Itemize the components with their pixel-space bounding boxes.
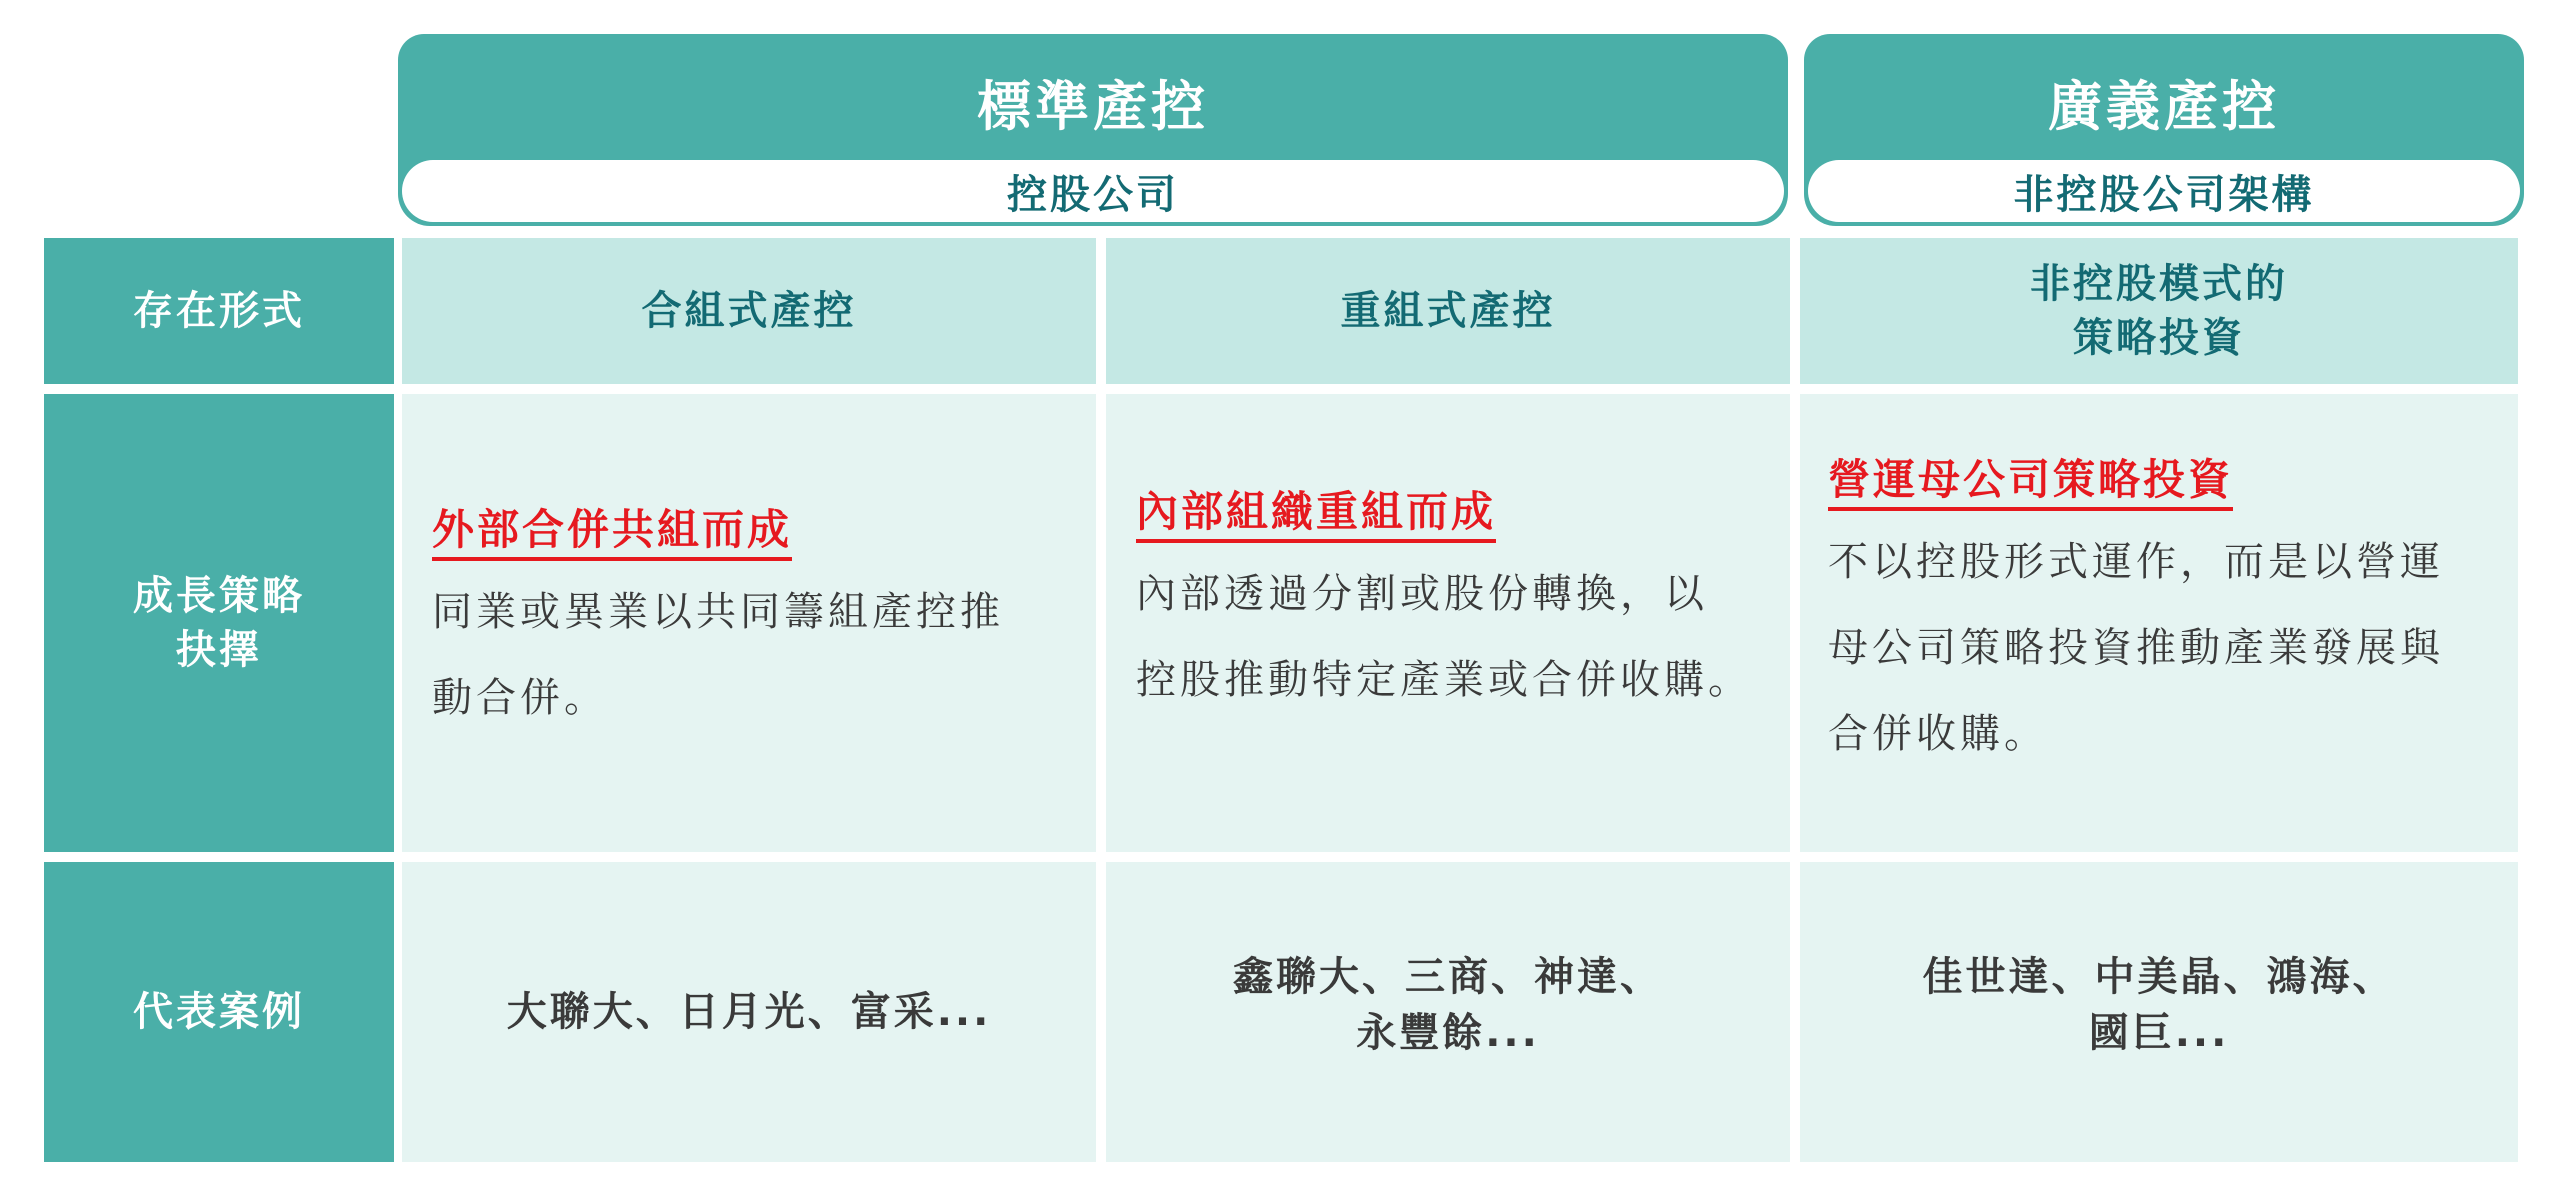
strategy-description-line: 母公司策略投資推動產業發展與 bbox=[1828, 625, 2444, 672]
example-text-line: 永豐餘... bbox=[1356, 1010, 1540, 1056]
example-cell-strategic-investment bbox=[1800, 862, 2518, 1162]
strategy-description-line: 動合併。 bbox=[432, 675, 608, 722]
strategy-description bbox=[432, 569, 1066, 741]
form-cell-strategic-investment bbox=[1800, 238, 2518, 384]
strategy-description-line: 不以控股形式運作，而是以營運 bbox=[1828, 539, 2444, 586]
strategy-description-line: 同業或異業以共同籌組產控推 bbox=[432, 589, 1004, 636]
row-label-examples bbox=[44, 862, 394, 1162]
row-label-strategy-line-1: 成長策略 bbox=[133, 573, 305, 619]
strategy-title: 內部組織重組而成 bbox=[1136, 487, 1496, 543]
strategy-title: 營運母公司策略投資 bbox=[1828, 455, 2233, 511]
strategy-cell-parent-investment bbox=[1800, 394, 2518, 852]
row-label-strategy-line-2: 抉擇 bbox=[176, 627, 262, 673]
strategy-description-line: 控股推動特定產業或合併收購。 bbox=[1136, 657, 1752, 704]
row-label-examples-text: 代表案例 bbox=[133, 989, 305, 1035]
form-cell-text: 重組式產控 bbox=[1340, 288, 1556, 334]
strategy-title: 外部合併共組而成 bbox=[432, 505, 792, 561]
row-label-form-text: 存在形式 bbox=[133, 288, 305, 334]
strategy-cell-external-merger bbox=[402, 394, 1096, 852]
strategy-cell-internal-reorganization bbox=[1106, 394, 1790, 852]
row-label-form bbox=[44, 238, 394, 384]
example-text-line: 鑫聯大、三商、神達、 bbox=[1233, 954, 1663, 1000]
example-text-line: 佳世達、中美晶、鴻海、 bbox=[1922, 954, 2396, 1000]
form-cell-text-line-1: 非控股模式的 bbox=[2030, 261, 2288, 307]
broad-holding-header bbox=[1804, 34, 2524, 226]
form-cell-merger bbox=[402, 238, 1096, 384]
example-cell-reorganization bbox=[1106, 862, 1790, 1162]
strategy-description bbox=[1828, 519, 2498, 777]
row-label-strategy bbox=[44, 394, 394, 852]
strategy-description-line: 合併收購。 bbox=[1828, 711, 2048, 758]
broad-holding-title: 廣義產控 bbox=[2048, 75, 2280, 138]
standard-holding-subtitle: 控股公司 bbox=[402, 160, 1784, 222]
standard-holding-title: 標準產控 bbox=[977, 75, 1209, 138]
example-text-line: 大聯大、日月光、富采... bbox=[506, 989, 992, 1035]
strategy-description bbox=[1136, 551, 1770, 723]
example-cell-merger bbox=[402, 862, 1096, 1162]
form-cell-text: 合組式產控 bbox=[641, 288, 857, 334]
form-cell-text-line-2: 策略投資 bbox=[2073, 315, 2245, 361]
standard-holding-header bbox=[398, 34, 1788, 226]
broad-holding-subtitle: 非控股公司架構 bbox=[1808, 160, 2520, 222]
form-cell-reorganization bbox=[1106, 238, 1790, 384]
example-text-line: 國巨... bbox=[2088, 1010, 2230, 1056]
strategy-description-line: 內部透過分割或股份轉換，以 bbox=[1136, 571, 1708, 618]
